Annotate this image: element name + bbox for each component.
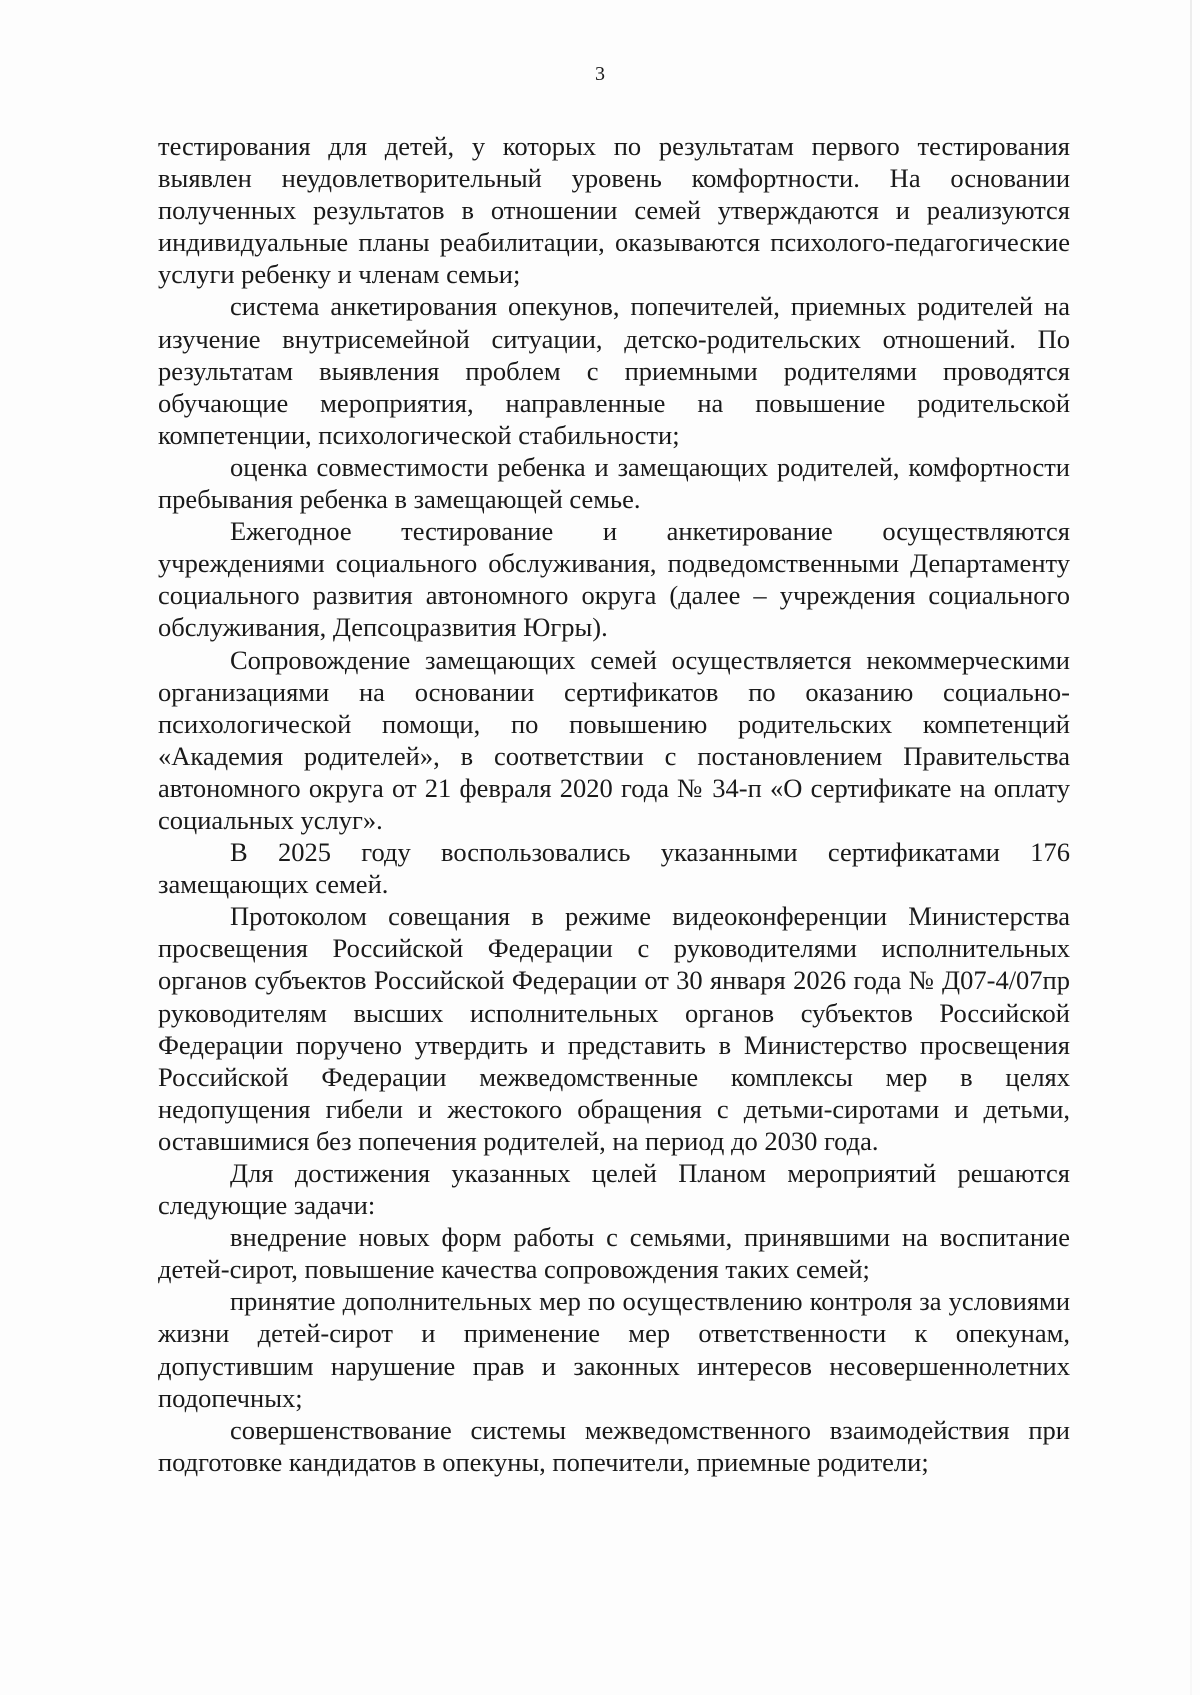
paragraph-testing-continuation: тестирования для детей, у которых по результатам первого тестирования выявлен неудовлетворительный уровень комфортности. На основании полученных результатов в отношении семей утверждаются и реализуются индивидуальные планы реабилитации, оказываются психолого-педагогические услуги ребенку и членам семьи; xyxy=(158,131,1070,290)
paragraph-compatibility-assessment: оценка совместимости ребенка и замещающих родителей, комфортности пребывания ребенка в замещающей семье. xyxy=(158,451,1070,515)
paragraph-certificates-2025: В 2025 году воспользовались указанными сертификатами 176 замещающих семей. xyxy=(158,837,1070,900)
paragraph-survey-system: система анкетирования опекунов, попечителей, приемных родителей на изучение внутрисемейной ситуации, детско-родительских отношений. По результатам выявления проблем с приемными родителями проводятся обучающие мероприятия, направленные на повышение родительской компетенции, психологической стабильности; xyxy=(158,291,1070,450)
document-body xyxy=(158,130,1070,1478)
paragraph-protocol: Протоколом совещания в режиме видеоконференции Министерства просвещения Российской Федерации с руководителями исполнительных органов субъектов Российской Федерации от 30 января 2026 года № Д07-4/07пр руководителям высших исполнительных органов субъектов Российской Федерации поручено утвердить и представить в Министерство просвещения Российской Федерации межведомственные комплексы мер в целях недопущения гибели и жестокого обращения с детьми-сиротами и детьми, оставшимися без попечения родителей, на период до 2030 года. xyxy=(158,901,1070,1156)
scan-edge-artifact xyxy=(1190,0,1192,1695)
paragraph-task-interagency: совершенствование системы межведомственного взаимодействия при подготовке кандидатов в опекуны, попечители, приемные родители; xyxy=(158,1414,1070,1477)
paragraph-annual-testing: Ежегодное тестирование и анкетирование осуществляются учреждениями социального обслуживания, подведомственными Департаменту социального развития автономного округа (далее – учреждения социального обслуживания, Депсоцразвития Югры). xyxy=(158,516,1070,643)
paragraph-family-support: Сопровождение замещающих семей осуществляется некоммерческими организациями на основании сертификатов по оказанию социально-психологической помощи, по повышению родительских компетенций «Академия родителей», в соответствии с постановлением Правительства автономного округа от 21 февраля 2020 года № 34-п «О сертификате на оплату социальных услуг». xyxy=(158,644,1070,835)
paragraph-task-control: принятие дополнительных мер по осуществлению контроля за условиями жизни детей-сирот и применение мер ответственности к опекунам, допустившим нарушение прав и законных интересов несовершеннолетних подопечных; xyxy=(158,1286,1070,1413)
paragraph-task-new-forms: внедрение новых форм работы с семьями, принявшими на воспитание детей-сирот, повышение качества сопровождения таких семей; xyxy=(158,1222,1070,1285)
paragraph-goals: Для достижения указанных целей Планом мероприятий решаются следующие задачи: xyxy=(158,1158,1070,1221)
page-number: 3 xyxy=(595,63,605,85)
